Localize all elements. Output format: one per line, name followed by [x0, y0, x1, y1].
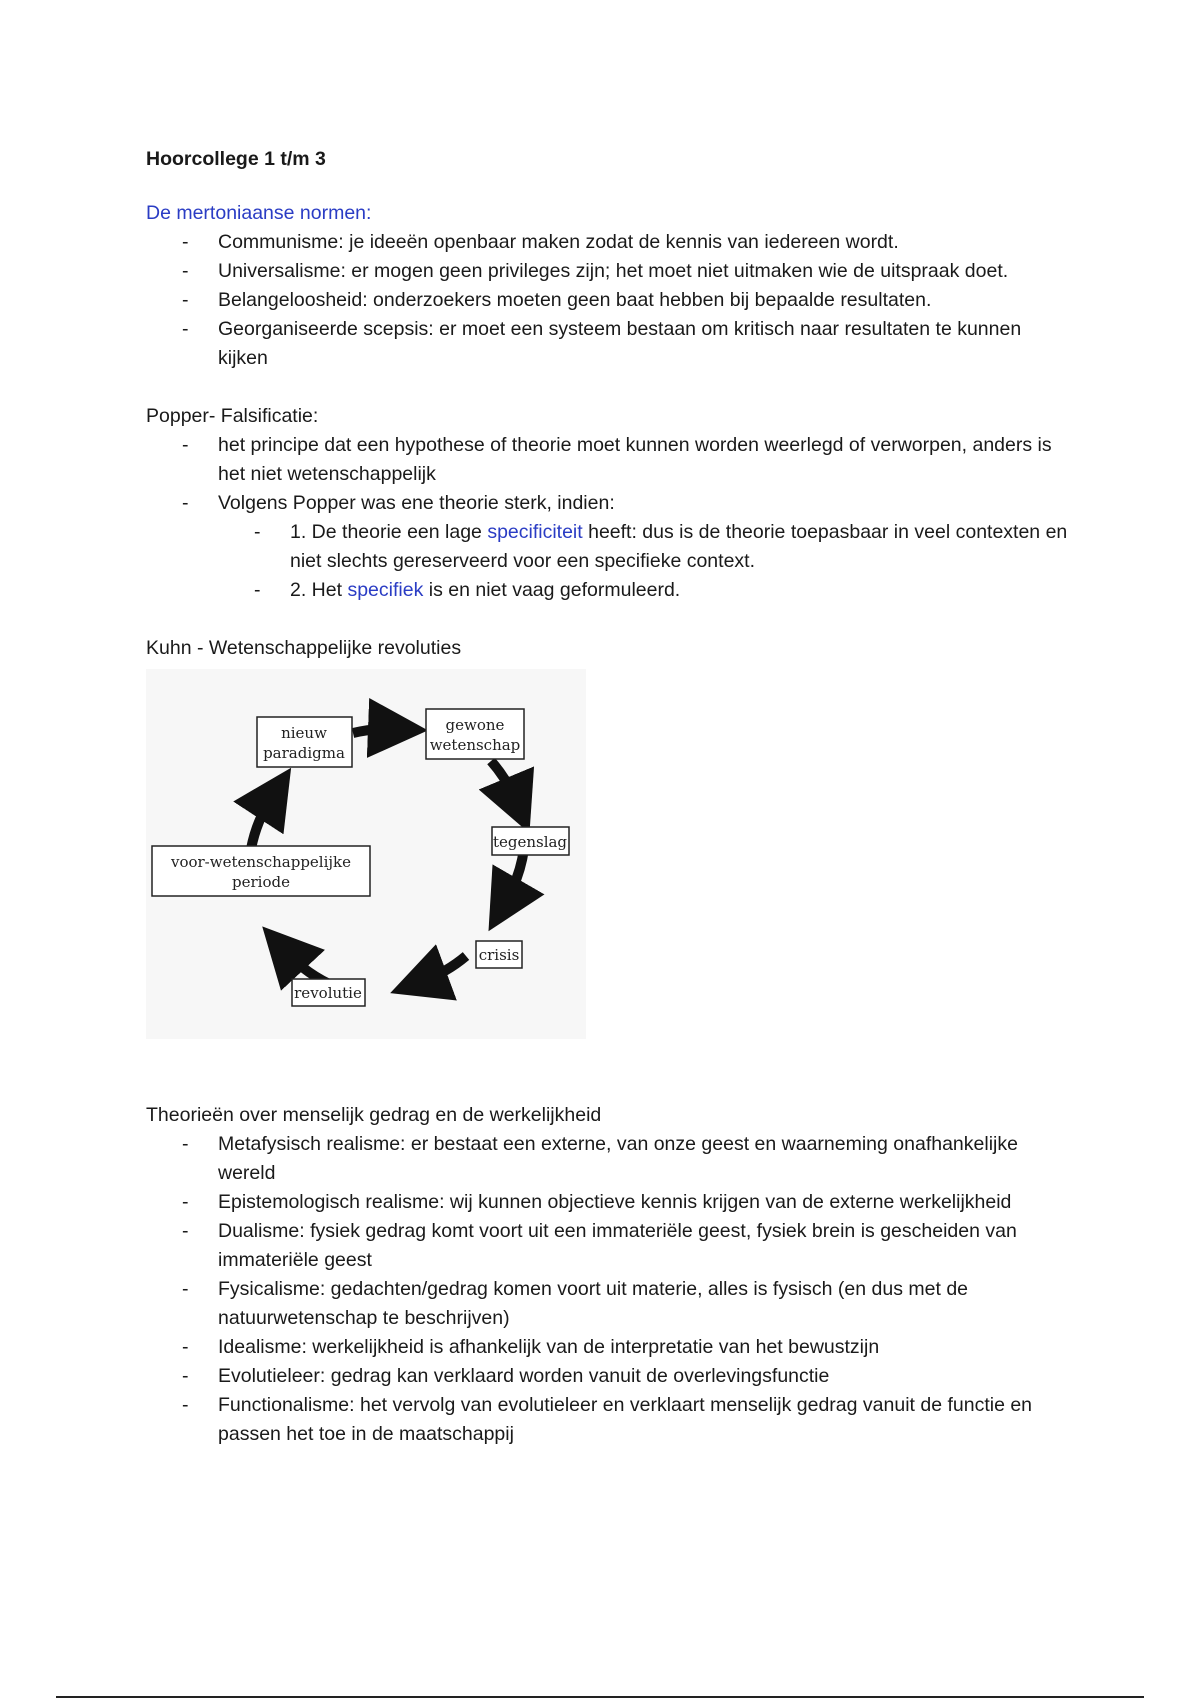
list-item — [146, 576, 1076, 605]
list-item: - Dualisme: fysiek gedrag komt voort uit een immateriële geest, fysiek brein is gescheiden van immateriële geest — [146, 1217, 1076, 1275]
page-bottom-rule — [56, 1696, 1144, 1698]
list-item: - Georganiseerde scepsis: er moet een systeem bestaan om kritisch naar resultaten te kunnen kijken — [146, 315, 1076, 373]
list-item: - Functionalisme: het vervolg van evolutieleer en verklaart menselijk gedrag vanuit de functie en passen het toe in de maatschappij — [146, 1391, 1076, 1449]
node-label: gewone — [445, 716, 505, 734]
node-label: tegenslag — [492, 833, 568, 851]
list-item: - Metafysisch realisme: er bestaat een externe, van onze geest en waarneming onafhankelijke wereld — [146, 1130, 1076, 1188]
node-label: wetenschap — [429, 736, 521, 754]
node-tegenslag — [492, 827, 569, 855]
node-label: voor-wetenschappelijke — [170, 853, 352, 871]
arrow-to-crisis — [506, 849, 524, 901]
node-nieuw-paradigma — [257, 717, 352, 767]
kuhn-heading: Kuhn - Wetenschappelijke revoluties — [146, 637, 462, 659]
arrow-to-revolutie — [423, 956, 466, 981]
sub-item-text: heeft: dus is de theorie toepasbaar in veel contexten en niet slechts gereserveerd voor een specifieke context. — [290, 521, 1068, 572]
document-title: Hoorcollege 1 t/m 3 — [146, 148, 326, 170]
specificiteit-link[interactable]: specificiteit — [487, 521, 583, 543]
node-label: nieuw — [281, 724, 327, 742]
popper-heading: Popper- Falsificatie: — [146, 405, 319, 427]
document-content — [146, 145, 1076, 1449]
arrow-to-gewone — [353, 729, 393, 733]
node-label: paradigma — [263, 744, 345, 762]
node-label: periode — [232, 873, 290, 891]
list-item: - Evolutieleer: gedrag kan verklaard worden vanuit de overlevingsfunctie — [146, 1362, 1076, 1391]
list-item: - Idealisme: werkelijkheid is afhankelijk van de interpretatie van het bewustzijn — [146, 1333, 1076, 1362]
mertonian-list — [146, 228, 1076, 373]
list-item — [146, 489, 1076, 518]
node-crisis — [476, 941, 522, 968]
theories-heading: Theorieën over menselijk gedrag en de werkelijkheid — [146, 1104, 602, 1126]
mertonian-heading: De mertoniaanse normen: — [146, 202, 372, 224]
list-item-text: Volgens Popper was ene theorie sterk, indien: — [218, 492, 615, 514]
popper-list — [146, 431, 1076, 518]
node-label: revolutie — [294, 984, 362, 1002]
kuhn-cycle-svg — [146, 669, 586, 1039]
node-label: crisis — [478, 946, 520, 964]
node-gewone-wetenschap — [426, 709, 524, 759]
sub-item-text: is en niet vaag geformuleerd. — [423, 579, 681, 601]
arrow-to-tegenslag — [491, 761, 516, 801]
sub-item-text: 2. Het — [290, 579, 348, 601]
popper-sublist — [146, 518, 1076, 605]
node-revolutie — [292, 979, 365, 1006]
arrow-to-nieuw — [251, 797, 272, 849]
list-item: - Fysicalisme: gedachten/gedrag komen voort uit materie, alles is fysisch (en dus met de natuurwetenschap te beschrijven) — [146, 1275, 1076, 1333]
sub-item-text: 1. De theorie een lage — [290, 521, 488, 543]
kuhn-cycle-diagram — [146, 669, 586, 1039]
theories-list — [146, 1130, 1076, 1449]
list-item: - Belangeloosheid: onderzoekers moeten geen baat hebben bij bepaalde resultaten. — [146, 286, 1076, 315]
list-item: - Epistemologisch realisme: wij kunnen objectieve kennis krijgen van de externe werkelijkheid — [146, 1188, 1076, 1217]
node-voor-wetenschappelijke-periode — [152, 846, 370, 896]
specifiek-link[interactable]: specifiek — [347, 579, 424, 601]
list-item: - het principe dat een hypothese of theorie moet kunnen worden weerlegd of verworpen, anders is het niet wetenschappelijk — [146, 431, 1076, 489]
list-item: - Communisme: je ideeën openbaar maken zodat de kennis van iedereen wordt. — [146, 228, 1076, 257]
list-item: - Universalisme: er mogen geen privileges zijn; het moet niet uitmaken wie de uitspraak doet. — [146, 257, 1076, 286]
list-item — [146, 518, 1076, 576]
